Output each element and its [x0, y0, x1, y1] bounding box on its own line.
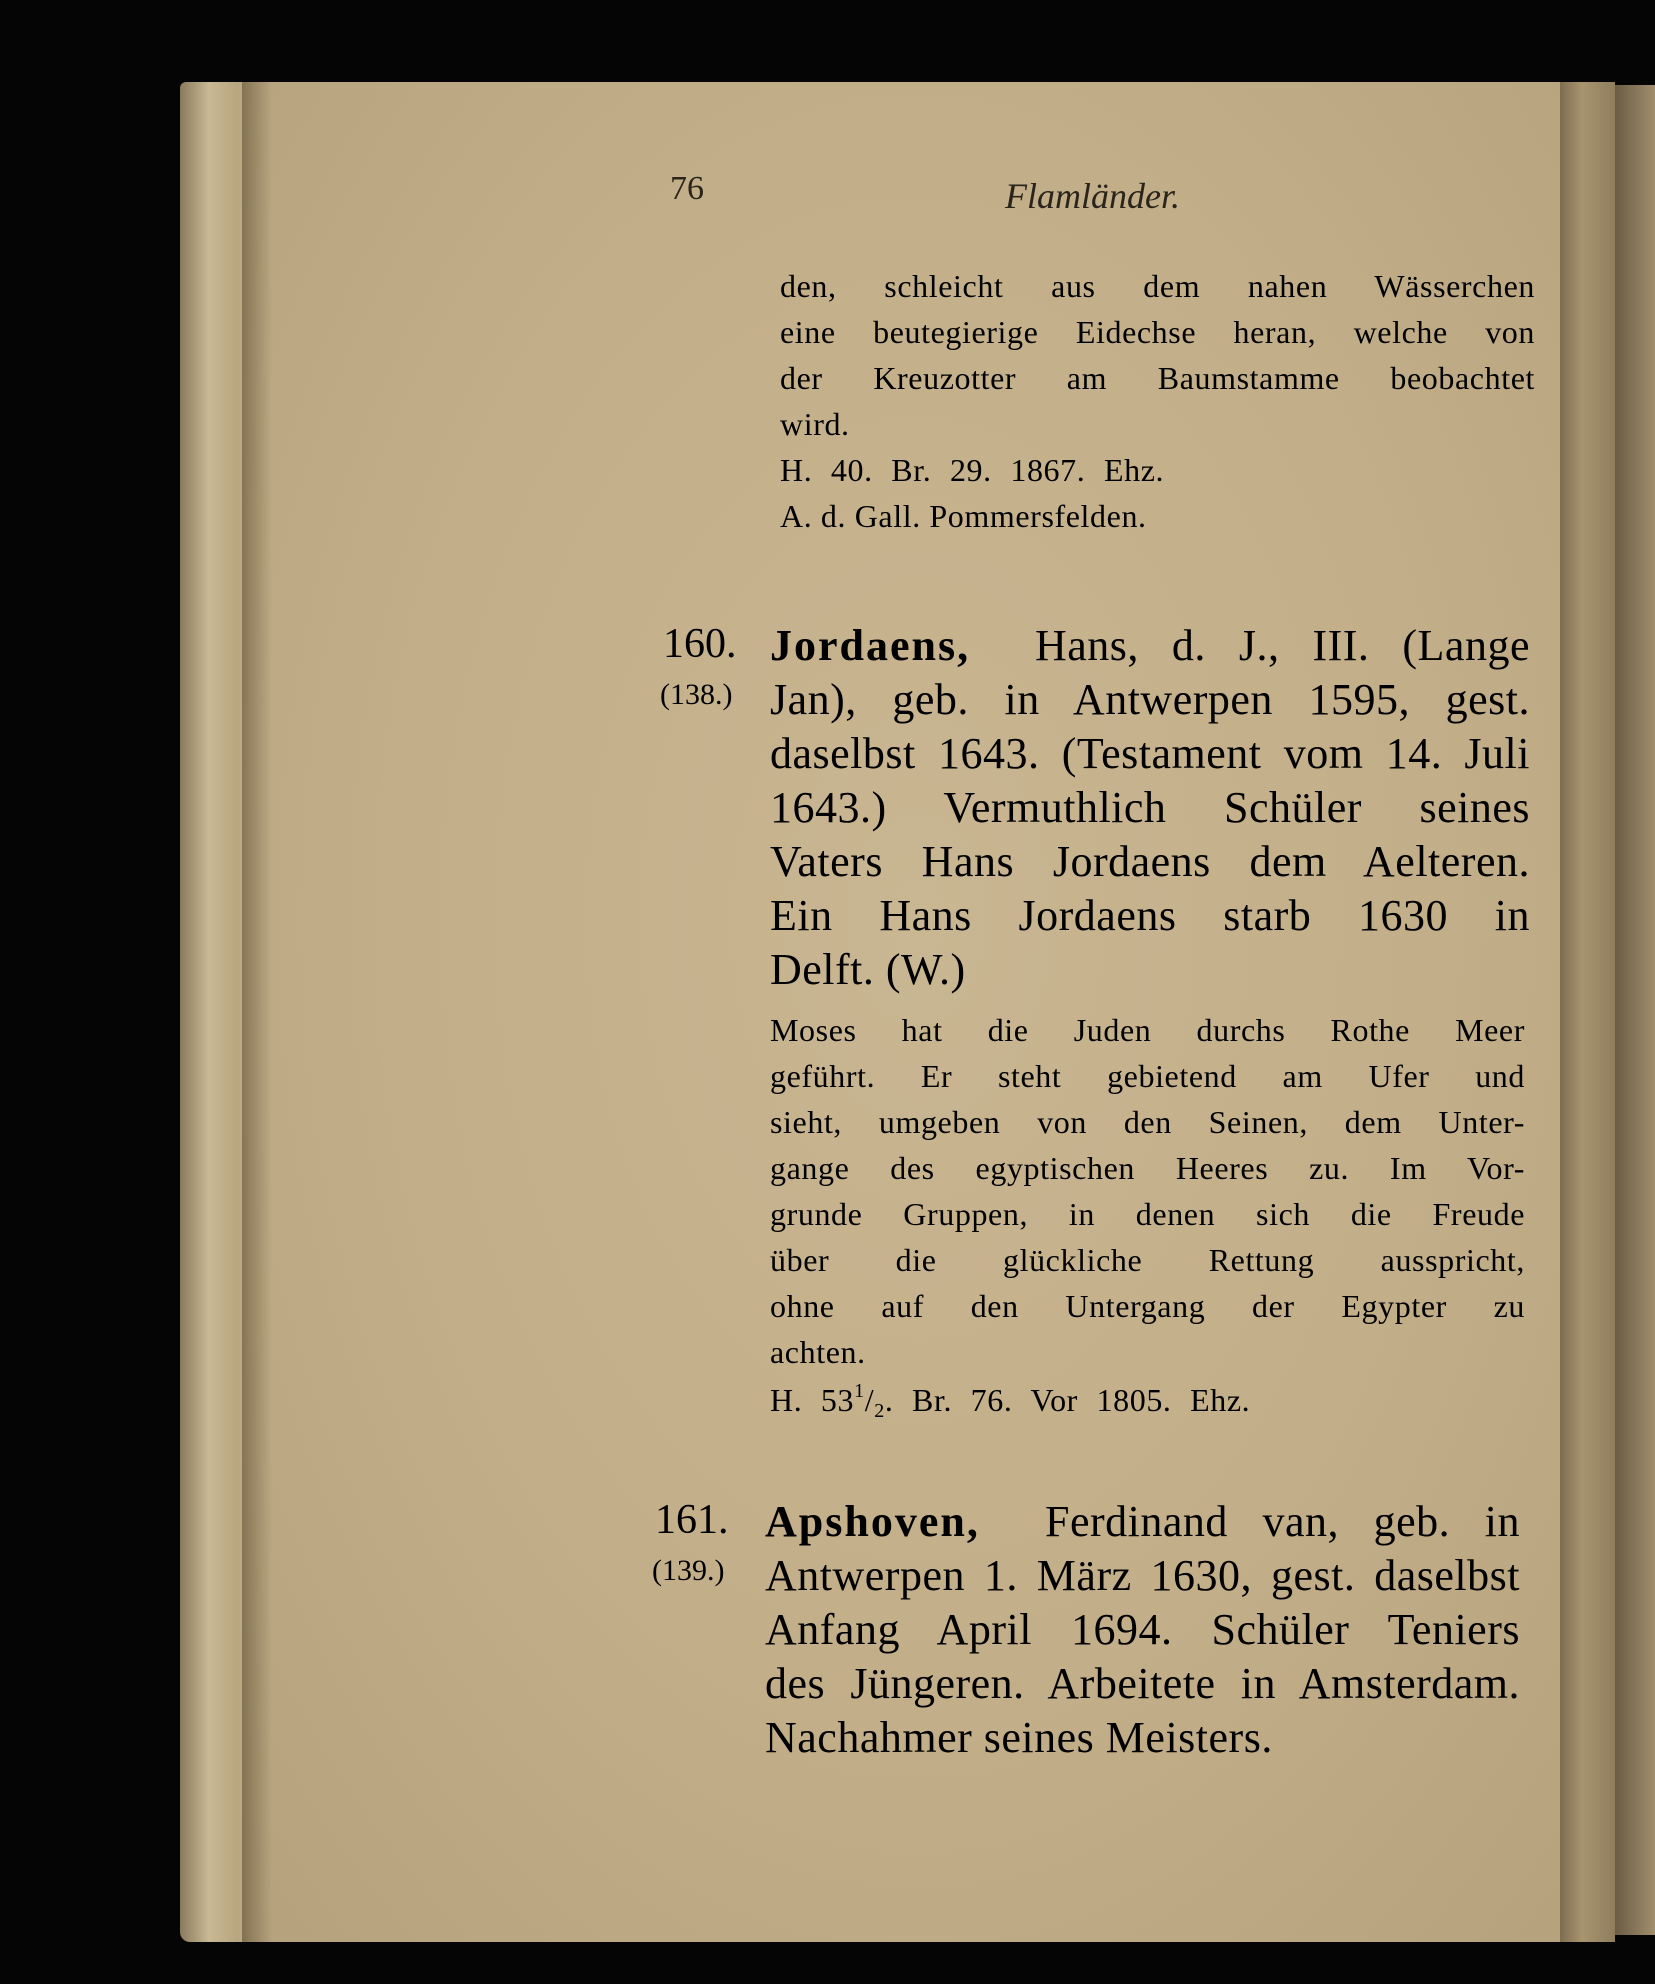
old-entry-number: (138.): [660, 678, 733, 711]
text-line: Ein Hans Jordaens starb 1630 in: [770, 891, 1530, 940]
spine-shadow: [242, 82, 272, 1942]
text-line: Hans, d. J., III. (Lange: [1035, 621, 1530, 670]
text-line: der Kreuzotter am Baumstamme beobachtet: [780, 360, 1535, 396]
dims-rest: . Br. 76. Vor 1805. Ehz.: [884, 1382, 1251, 1418]
old-entry-number: (139.): [652, 1554, 725, 1587]
text-line: Nachahmer seines Meisters.: [765, 1713, 1273, 1762]
text-line: 1643.) Vermuthlich Schüler seines: [770, 783, 1530, 832]
text-line: Vaters Hans Jordaens dem Aelteren.: [770, 837, 1530, 886]
description-line: gange des egyptischen Heeres zu. Im Vor-: [770, 1150, 1525, 1186]
text-line: des Jüngeren. Arbeitete in Amsterdam.: [765, 1659, 1520, 1708]
text-line: den, schleicht aus dem nahen Wässerchen: [780, 268, 1535, 304]
description-line: Moses hat die Juden durchs Rothe Meer: [770, 1012, 1525, 1048]
artist-name: Apshoven,: [765, 1497, 980, 1546]
artist-name: Jordaens,: [770, 621, 971, 670]
text-line: Jan), geb. in Antwerpen 1595, gest.: [770, 675, 1530, 724]
page-gutter: [1560, 82, 1615, 1942]
text-line: Antwerpen 1. März 1630, gest. daselbst: [765, 1551, 1520, 1600]
text-line: wird.: [780, 406, 850, 442]
dimensions: H. $53^1/_2$. Br. 76. Vor 1805. Ehz.: [770, 1380, 1251, 1422]
description-line: geführt. Er steht gebietend am Ufer und: [770, 1058, 1525, 1094]
entry-number: 161.: [655, 1497, 729, 1543]
running-title: Flamländer.: [1005, 176, 1180, 216]
description-line: grunde Gruppen, in denen sich die Freude: [770, 1196, 1525, 1232]
entry-number: 160.: [663, 621, 737, 667]
description-line: über die glückliche Rettung ausspricht,: [770, 1242, 1525, 1278]
description-line: sieht, umgeben von den Seinen, dem Unter-: [770, 1104, 1525, 1140]
provenance: A. d. Gall. Pommersfelden.: [780, 498, 1147, 534]
dimensions: H. 40. Br. 29. 1867. Ehz.: [780, 452, 1165, 488]
fraction-denominator: 2: [874, 1400, 885, 1422]
dims-height: H. 53: [770, 1382, 855, 1418]
page-number: 76: [670, 170, 704, 207]
fraction-numerator: 1: [854, 1380, 865, 1402]
text-line: Anfang April 1694. Schüler Teniers: [765, 1605, 1520, 1654]
next-page-edge: [1615, 85, 1655, 1935]
text-line: eine beutegierige Eidechse heran, welche von: [780, 314, 1535, 350]
text-line: daselbst 1643. (Testament vom 14. Juli: [770, 729, 1530, 778]
description-line: ohne auf den Untergang der Egypter zu: [770, 1288, 1525, 1324]
text-line: Delft. (W.): [770, 945, 966, 994]
text-line: Ferdinand van, geb. in: [1045, 1497, 1520, 1546]
description-line: achten.: [770, 1334, 866, 1370]
